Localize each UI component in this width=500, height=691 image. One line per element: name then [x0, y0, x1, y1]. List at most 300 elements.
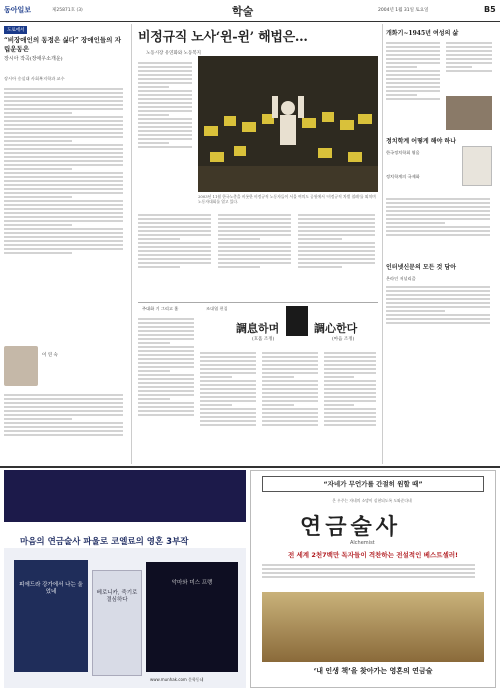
- text-line-placeholder: [324, 424, 376, 426]
- text-line-placeholder: [138, 346, 194, 348]
- text-line-placeholder: [200, 352, 256, 354]
- text-line-placeholder: [386, 222, 445, 224]
- text-line-placeholder: [200, 408, 256, 410]
- text-line-placeholder: [138, 118, 192, 120]
- text-line-placeholder: [200, 388, 256, 390]
- ad-book-title-1: 피에드라 강가에서 나는 울었네: [19, 582, 83, 595]
- ad-right-english-title: Alchemist: [350, 540, 375, 546]
- text-line-placeholder: [218, 226, 291, 228]
- text-line-placeholder: [262, 392, 318, 394]
- ad-right-body-text: [262, 562, 484, 590]
- text-line-placeholder: [218, 254, 291, 256]
- issue-date: 2004년 1월 31일 토요일: [378, 8, 429, 13]
- text-line-placeholder: [138, 98, 192, 100]
- text-line-placeholder: [324, 384, 376, 386]
- text-line-placeholder: [4, 140, 72, 142]
- ad-right-claim: 전 세계 2천7백만 독자들이 격찬하는 전설적인 베스트셀러!: [287, 551, 458, 559]
- text-line-placeholder: [262, 384, 318, 386]
- ad-divider: [0, 466, 500, 468]
- text-line-placeholder: [298, 242, 375, 244]
- text-line-placeholder: [138, 318, 194, 320]
- text-line-placeholder: [262, 360, 318, 362]
- text-line-placeholder: [138, 146, 192, 148]
- right-book-title-2: 온라인 저널리즘: [386, 276, 416, 281]
- text-line-placeholder: [138, 66, 192, 68]
- text-line-placeholder: [4, 120, 123, 122]
- text-line-placeholder: [324, 412, 376, 414]
- text-line-placeholder: [200, 392, 256, 394]
- text-line-placeholder: [200, 364, 256, 366]
- text-line-placeholder: [386, 74, 440, 76]
- text-line-placeholder: [298, 246, 375, 248]
- ad-left-headline: 마음의 연금술사 파울로 코엘료의 영혼 3부작: [20, 537, 189, 547]
- text-line-placeholder: [138, 134, 192, 136]
- text-line-placeholder: [4, 192, 123, 194]
- text-line-placeholder: [4, 144, 123, 146]
- text-line-placeholder: [386, 206, 490, 208]
- review-body-text-1: [138, 316, 196, 466]
- text-line-placeholder: [298, 214, 375, 216]
- text-line-placeholder: [386, 198, 490, 200]
- text-line-placeholder: [386, 306, 490, 308]
- text-line-placeholder: [324, 380, 376, 382]
- text-line-placeholder: [298, 266, 342, 268]
- text-line-placeholder: [4, 248, 123, 250]
- text-line-placeholder: [262, 424, 318, 426]
- text-line-placeholder: [138, 138, 192, 140]
- text-line-placeholder: [4, 156, 123, 158]
- text-line-placeholder: [4, 402, 123, 404]
- text-line-placeholder: [4, 216, 123, 218]
- text-line-placeholder: [4, 136, 123, 138]
- text-line-placeholder: [138, 334, 194, 336]
- text-line-placeholder: [4, 184, 123, 186]
- text-line-placeholder: [138, 106, 192, 108]
- text-line-placeholder: [4, 116, 123, 118]
- text-line-placeholder: [200, 400, 256, 402]
- text-line-placeholder: [138, 386, 194, 388]
- text-line-placeholder: [4, 180, 123, 182]
- ad-desert-photo: [262, 592, 484, 662]
- text-line-placeholder: [298, 262, 375, 264]
- text-line-placeholder: [218, 258, 291, 260]
- text-line-placeholder: [386, 62, 440, 64]
- main-body-text-2: [138, 212, 214, 298]
- text-line-placeholder: [218, 246, 291, 248]
- text-line-placeholder: [138, 362, 194, 364]
- text-line-placeholder: [4, 430, 123, 432]
- text-line-placeholder: [298, 234, 375, 236]
- text-line-placeholder: [218, 238, 260, 240]
- ad-publisher-site[interactable]: www.munhak.com 문학동네: [150, 677, 204, 682]
- text-line-placeholder: [4, 88, 123, 90]
- text-line-placeholder: [4, 394, 123, 396]
- text-line-placeholder: [298, 222, 375, 224]
- text-line-placeholder: [324, 388, 376, 390]
- text-line-placeholder: [138, 358, 194, 360]
- text-line-placeholder: [4, 160, 123, 162]
- main-body-text-4: [298, 212, 378, 298]
- text-line-placeholder: [138, 402, 194, 404]
- text-line-placeholder: [324, 420, 376, 422]
- text-line-placeholder: [386, 290, 490, 292]
- text-line-placeholder: [4, 398, 123, 400]
- text-line-placeholder: [324, 392, 376, 394]
- right-heading-women: 개화기~1945년 여성의 삶: [386, 30, 459, 37]
- text-line-placeholder: [262, 396, 318, 398]
- text-line-placeholder: [4, 92, 123, 94]
- section-divider: [138, 302, 378, 303]
- text-line-placeholder: [386, 230, 490, 232]
- ad-right-footer: ‘내 인생 책’을 찾아가는 영혼의 연금술: [313, 667, 433, 675]
- text-line-placeholder: [386, 286, 490, 288]
- text-line-placeholder: [446, 42, 492, 44]
- text-line-placeholder: [324, 360, 376, 362]
- review-book-author: 주대화 기 그리고 홈: [142, 306, 179, 311]
- review-subtitle-left: (호흡 조정): [252, 337, 275, 342]
- text-line-placeholder: [138, 354, 194, 356]
- book-cover-image: [286, 306, 308, 336]
- text-line-placeholder: [262, 376, 294, 378]
- text-line-placeholder: [138, 246, 211, 248]
- text-line-placeholder: [386, 90, 440, 92]
- text-line-placeholder: [386, 214, 490, 216]
- text-line-placeholder: [138, 250, 211, 252]
- text-line-placeholder: [446, 58, 492, 60]
- text-line-placeholder: [262, 400, 318, 402]
- text-line-placeholder: [4, 414, 123, 416]
- text-line-placeholder: [4, 422, 123, 424]
- text-line-placeholder: [4, 96, 123, 98]
- text-line-placeholder: [138, 114, 169, 116]
- review-body-text-4: [324, 350, 378, 466]
- text-line-placeholder: [4, 418, 72, 420]
- right-body-text-2: [386, 196, 494, 256]
- text-line-placeholder: [200, 368, 256, 370]
- text-line-placeholder: [4, 252, 72, 254]
- text-line-placeholder: [138, 258, 211, 260]
- text-line-placeholder: [324, 408, 376, 410]
- text-line-placeholder: [138, 122, 192, 124]
- text-line-placeholder: [386, 66, 417, 68]
- text-line-placeholder: [138, 90, 192, 92]
- text-line-placeholder: [200, 396, 256, 398]
- text-line-placeholder: [200, 412, 256, 414]
- text-line-placeholder: [262, 564, 475, 566]
- text-line-placeholder: [386, 318, 490, 320]
- text-line-placeholder: [138, 326, 194, 328]
- right-thumbnail-photo: [446, 96, 492, 130]
- text-line-placeholder: [446, 50, 492, 52]
- section-title: 학술: [232, 5, 254, 18]
- text-line-placeholder: [262, 380, 318, 382]
- text-line-placeholder: [138, 378, 194, 380]
- text-line-placeholder: [200, 380, 256, 382]
- text-line-placeholder: [200, 384, 256, 386]
- text-line-placeholder: [262, 372, 318, 374]
- text-line-placeholder: [4, 104, 123, 106]
- text-line-placeholder: [4, 124, 123, 126]
- text-line-placeholder: [138, 130, 192, 132]
- ad-right-banner: “자네가 무언가를 간절히 원할 때”: [262, 476, 484, 492]
- paper-name: 동아일보: [4, 6, 32, 14]
- text-line-placeholder: [4, 240, 123, 242]
- text-line-placeholder: [446, 54, 492, 56]
- review-title-left: 調息하며: [236, 322, 280, 335]
- column-subheading: 장시아 작곡(장애우소개운): [4, 56, 63, 62]
- text-line-placeholder: [262, 412, 318, 414]
- text-line-placeholder: [386, 210, 490, 212]
- text-line-placeholder: [298, 218, 375, 220]
- text-line-placeholder: [4, 100, 123, 102]
- text-line-placeholder: [138, 410, 194, 412]
- text-line-placeholder: [4, 208, 123, 210]
- text-line-placeholder: [138, 406, 194, 408]
- text-line-placeholder: [262, 404, 294, 406]
- text-line-placeholder: [386, 54, 440, 56]
- review-body-text-2: [200, 350, 258, 466]
- text-line-placeholder: [218, 242, 291, 244]
- text-line-placeholder: [138, 374, 194, 376]
- text-line-placeholder: [324, 376, 354, 378]
- text-line-placeholder: [446, 62, 492, 64]
- text-line-placeholder: [446, 70, 492, 72]
- text-line-placeholder: [218, 230, 291, 232]
- text-line-placeholder: [386, 70, 440, 72]
- text-line-placeholder: [298, 230, 375, 232]
- text-line-placeholder: [4, 228, 123, 230]
- text-line-placeholder: [386, 58, 440, 60]
- text-line-placeholder: [138, 70, 192, 72]
- text-line-placeholder: [262, 364, 318, 366]
- text-line-placeholder: [138, 214, 211, 216]
- text-line-placeholder: [138, 266, 180, 268]
- text-line-placeholder: [4, 112, 72, 114]
- text-line-placeholder: [218, 266, 260, 268]
- text-line-placeholder: [446, 66, 472, 68]
- text-line-placeholder: [386, 310, 445, 312]
- text-line-placeholder: [298, 250, 375, 252]
- text-line-placeholder: [4, 244, 123, 246]
- text-line-placeholder: [138, 262, 211, 264]
- text-line-placeholder: [138, 62, 192, 64]
- right-book-title: 정치학계의 국제화: [386, 174, 420, 179]
- text-line-placeholder: [138, 394, 194, 396]
- text-line-placeholder: [262, 420, 318, 422]
- column-body-text-lower: [4, 392, 128, 462]
- text-line-placeholder: [4, 148, 123, 150]
- text-line-placeholder: [138, 338, 194, 340]
- text-line-placeholder: [4, 196, 72, 198]
- text-line-placeholder: [324, 400, 376, 402]
- text-line-placeholder: [386, 86, 440, 88]
- text-line-placeholder: [4, 188, 123, 190]
- text-line-placeholder: [4, 128, 123, 130]
- ad-book-cover-2[interactable]: [92, 570, 142, 676]
- ad-right-quote: 온 우주는 자네의 소망이 실현되도록 도와준다네: [332, 498, 412, 503]
- text-line-placeholder: [200, 376, 232, 378]
- text-line-placeholder: [298, 226, 375, 228]
- text-line-placeholder: [262, 416, 318, 418]
- right-body-text-1: [386, 40, 442, 132]
- text-line-placeholder: [138, 398, 170, 400]
- text-line-placeholder: [138, 382, 194, 384]
- text-line-placeholder: [4, 220, 123, 222]
- text-line-placeholder: [138, 226, 211, 228]
- text-line-placeholder: [4, 132, 123, 134]
- text-line-placeholder: [386, 314, 490, 316]
- review-body-text-3: [262, 350, 320, 466]
- right-heading-politics: 정치학계 어떻게 해야 하나: [386, 138, 457, 145]
- text-line-placeholder: [262, 352, 318, 354]
- text-line-placeholder: [218, 218, 291, 220]
- text-line-placeholder: [138, 222, 211, 224]
- text-line-placeholder: [4, 200, 123, 202]
- text-line-placeholder: [4, 426, 123, 428]
- right-body-text-3: [386, 284, 494, 346]
- text-line-placeholder: [138, 370, 170, 372]
- text-line-placeholder: [200, 372, 256, 374]
- text-line-placeholder: [138, 86, 169, 88]
- text-line-placeholder: [386, 98, 440, 100]
- text-line-placeholder: [218, 214, 291, 216]
- text-line-placeholder: [4, 232, 123, 234]
- text-line-placeholder: [386, 94, 417, 96]
- text-line-placeholder: [262, 572, 475, 574]
- text-line-placeholder: [138, 390, 194, 392]
- text-line-placeholder: [4, 204, 123, 206]
- author-photo: [4, 346, 38, 386]
- photo-caption: 2003년 11월 한국노총을 비롯한 비정규직 노동자들이 서울 여의도 공원에서 '비정규직 차별 철폐'를 외치며 노동자대회를 열고 있다.: [198, 194, 376, 204]
- right-book-credit: 한국정치학회 엮음: [386, 150, 420, 155]
- text-line-placeholder: [138, 218, 211, 220]
- text-line-placeholder: [386, 78, 440, 80]
- review-label: 조대엽 편집: [206, 306, 228, 311]
- text-line-placeholder: [218, 234, 291, 236]
- text-line-placeholder: [386, 82, 440, 84]
- text-line-placeholder: [4, 176, 123, 178]
- text-line-placeholder: [4, 108, 123, 110]
- text-line-placeholder: [138, 230, 211, 232]
- text-line-placeholder: [262, 576, 475, 578]
- crowd-photo-icon: [198, 56, 378, 192]
- text-line-placeholder: [138, 322, 194, 324]
- text-line-placeholder: [298, 258, 375, 260]
- text-line-placeholder: [200, 420, 256, 422]
- text-line-placeholder: [386, 322, 490, 324]
- ad-book-cover-1[interactable]: [14, 560, 88, 672]
- text-line-placeholder: [138, 414, 194, 416]
- text-line-placeholder: [138, 238, 180, 240]
- text-line-placeholder: [386, 298, 490, 300]
- text-line-placeholder: [386, 202, 490, 204]
- text-line-placeholder: [138, 342, 170, 344]
- text-line-placeholder: [4, 410, 123, 412]
- text-line-placeholder: [4, 236, 123, 238]
- ad-book-cover-3[interactable]: [146, 562, 238, 672]
- text-line-placeholder: [138, 102, 192, 104]
- right-book-cover: [462, 146, 492, 186]
- column-author: 장시아 숭실대 사회복지학과 교수: [4, 76, 65, 81]
- text-line-placeholder: [262, 356, 318, 358]
- text-line-placeholder: [138, 82, 192, 84]
- review-title-right: 調心한다: [314, 322, 358, 335]
- author-photo-name: 이 연 숙: [42, 353, 58, 358]
- text-line-placeholder: [200, 360, 256, 362]
- text-line-placeholder: [324, 396, 376, 398]
- ad-book-title-2: 베로니카, 죽기로 결심하다: [96, 590, 138, 603]
- column-badge: 도로에서: [4, 26, 27, 34]
- text-line-placeholder: [386, 50, 440, 52]
- main-photo: [198, 56, 378, 192]
- text-line-placeholder: [218, 250, 291, 252]
- text-line-placeholder: [138, 110, 192, 112]
- text-line-placeholder: [386, 42, 440, 44]
- text-line-placeholder: [138, 254, 211, 256]
- text-line-placeholder: [262, 408, 318, 410]
- text-line-placeholder: [324, 368, 376, 370]
- text-line-placeholder: [138, 78, 192, 80]
- text-line-placeholder: [218, 262, 291, 264]
- text-line-placeholder: [138, 366, 194, 368]
- text-line-placeholder: [324, 364, 376, 366]
- text-line-placeholder: [200, 356, 256, 358]
- review-subtitle-right: (마음 조정): [332, 337, 355, 342]
- text-line-placeholder: [200, 416, 256, 418]
- right-heading-internet: 인터넷신문의 모든 것 담아: [386, 264, 457, 271]
- text-line-placeholder: [138, 350, 194, 352]
- right-body-text-1b: [446, 40, 494, 92]
- page-number: B5: [484, 5, 496, 14]
- text-line-placeholder: [386, 294, 490, 296]
- text-line-placeholder: [138, 74, 192, 76]
- text-line-placeholder: [138, 126, 192, 128]
- column-heading: “비장애인의 동정은 싫다” 장애인들의 자립운동은: [4, 36, 121, 53]
- text-line-placeholder: [262, 388, 318, 390]
- text-line-placeholder: [324, 356, 376, 358]
- text-line-placeholder: [262, 368, 318, 370]
- text-line-placeholder: [386, 218, 490, 220]
- text-line-placeholder: [298, 238, 342, 240]
- text-line-placeholder: [138, 142, 169, 144]
- text-line-placeholder: [138, 94, 192, 96]
- text-line-placeholder: [138, 234, 211, 236]
- text-line-placeholder: [386, 234, 490, 236]
- text-line-placeholder: [446, 46, 492, 48]
- text-line-placeholder: [4, 172, 123, 174]
- text-line-placeholder: [4, 434, 123, 436]
- text-line-placeholder: [262, 568, 475, 570]
- text-line-placeholder: [4, 168, 72, 170]
- ad-book-title-3: 악마와 미스 프랭: [171, 580, 213, 586]
- text-line-placeholder: [386, 302, 490, 304]
- column-body-text: [4, 86, 128, 342]
- text-line-placeholder: [386, 226, 490, 228]
- text-line-placeholder: [4, 224, 72, 226]
- text-line-placeholder: [200, 404, 232, 406]
- text-line-placeholder: [4, 164, 123, 166]
- text-line-placeholder: [324, 416, 376, 418]
- edition-number: 제25871호 (3): [52, 8, 83, 13]
- text-line-placeholder: [298, 254, 375, 256]
- main-headline: 비정규직 노사‘윈-윈’ 해법은…: [138, 30, 308, 45]
- main-body-text-3: [218, 212, 294, 298]
- text-line-placeholder: [4, 152, 123, 154]
- text-line-placeholder: [200, 424, 256, 426]
- main-byline: 노동시장 유연화와 노동복지: [146, 51, 202, 56]
- text-line-placeholder: [218, 222, 291, 224]
- text-line-placeholder: [386, 46, 440, 48]
